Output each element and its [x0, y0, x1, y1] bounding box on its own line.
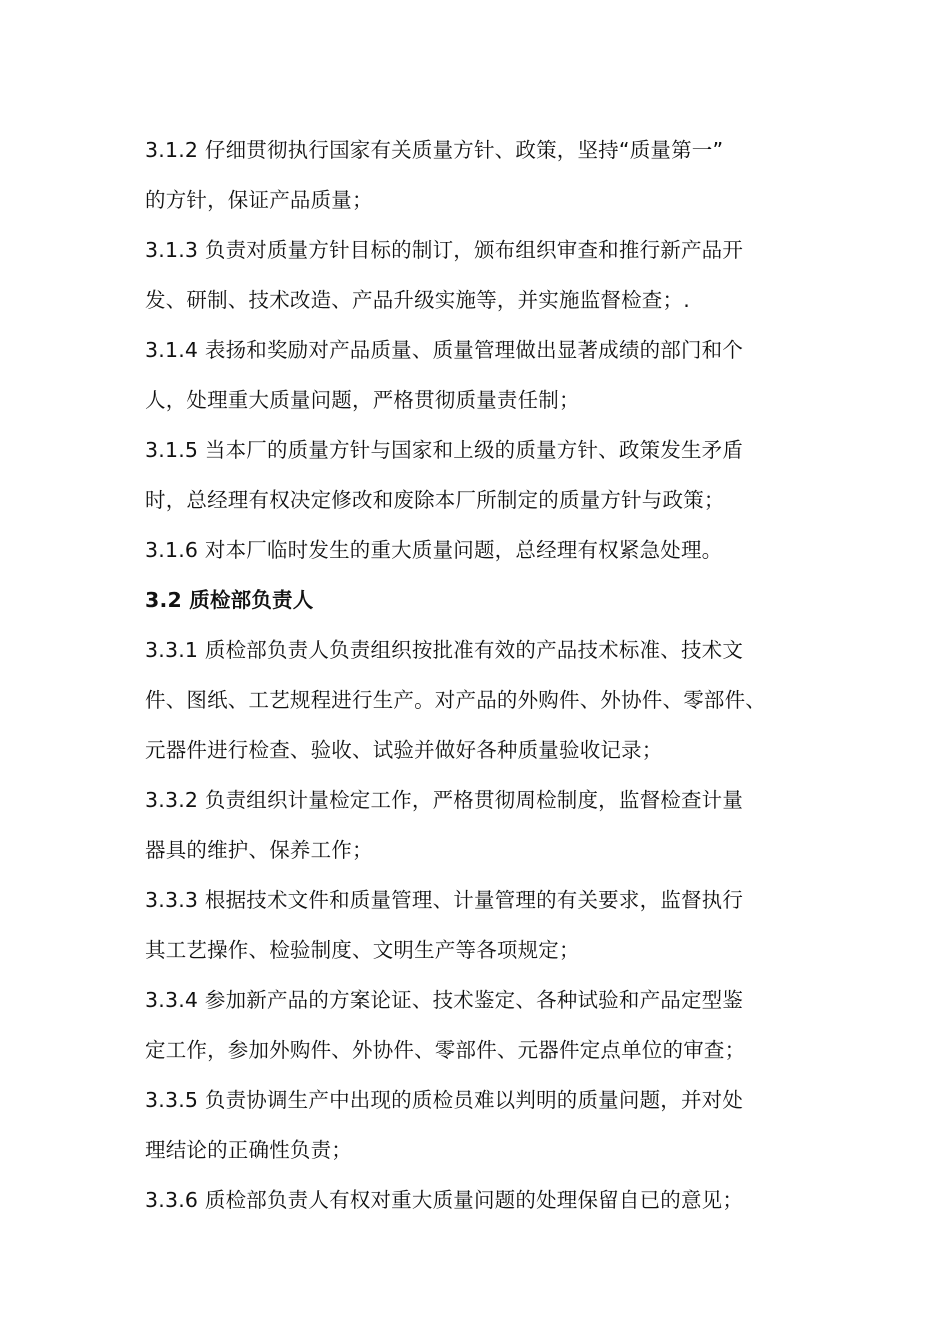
- text-line-3-3-1: 3.3.1 质检部负责人负责组织按批准有效的产品技术标准、技术文: [145, 638, 744, 662]
- text-line-3-1-3-cont: 发、研制、技术改造、产品升级实施等，并实施监督检查；.: [145, 288, 690, 312]
- text-line-3-3-4-cont: 定工作，参加外购件、外协件、零部件、元器件定点单位的审查；: [145, 1038, 746, 1062]
- text-line-3-1-2: 3.1.2 仔细贯彻执行国家有关质量方针、政策，坚持“质量第一”: [145, 138, 724, 162]
- text-line-3-1-3: 3.1.3 负责对质量方针目标的制订，颁布组织审查和推行新产品开: [145, 238, 744, 262]
- text-line-3-1-5: 3.1.5 当本厂的质量方针与国家和上级的质量方针、政策发生矛盾: [145, 438, 744, 462]
- section-heading-3-2: 3.2 质检部负责人: [145, 588, 314, 612]
- text-line-3-3-1-cont: 件、图纸、工艺规程进行生产。对产品的外购件、外协件、零部件、: [145, 688, 766, 712]
- text-line-3-1-4: 3.1.4 表扬和奖励对产品质量、质量管理做出显著成绩的部门和个: [145, 338, 744, 362]
- text-line-3-3-6: 3.3.6 质检部负责人有权对重大质量问题的处理保留自已的意见；: [145, 1188, 744, 1212]
- text-line-3-3-3-cont: 其工艺操作、检验制度、文明生产等各项规定；: [145, 938, 580, 962]
- text-line-3-1-5-cont: 时，总经理有权决定修改和废除本厂所制定的质量方针与政策；: [145, 488, 725, 512]
- text-line-3-1-6: 3.1.6 对本厂临时发生的重大质量问题，总经理有权紧急处理。: [145, 538, 723, 562]
- text-line-3-3-5: 3.3.5 负责协调生产中出现的质检员难以判明的质量问题，并对处: [145, 1088, 744, 1112]
- text-line-3-3-2: 3.3.2 负责组织计量检定工作，严格贯彻周检制度，监督检查计量: [145, 788, 744, 812]
- text-line-3-1-4-cont: 人，处理重大质量问题，严格贯彻质量责任制；: [145, 388, 580, 412]
- text-line-3-3-1-cont-2: 元器件进行检查、验收、试验并做好各种质量验收记录；: [145, 738, 663, 762]
- text-line-3-3-5-cont: 理结论的正确性负责；: [145, 1138, 352, 1162]
- text-line-3-1-2-cont: 的方针，保证产品质量；: [145, 188, 373, 212]
- text-line-3-3-4: 3.3.4 参加新产品的方案论证、技术鉴定、各种试验和产品定型鉴: [145, 988, 744, 1012]
- text-line-3-3-2-cont: 器具的维护、保养工作；: [145, 838, 373, 862]
- text-line-3-3-3: 3.3.3 根据技术文件和质量管理、计量管理的有关要求，监督执行: [145, 888, 744, 912]
